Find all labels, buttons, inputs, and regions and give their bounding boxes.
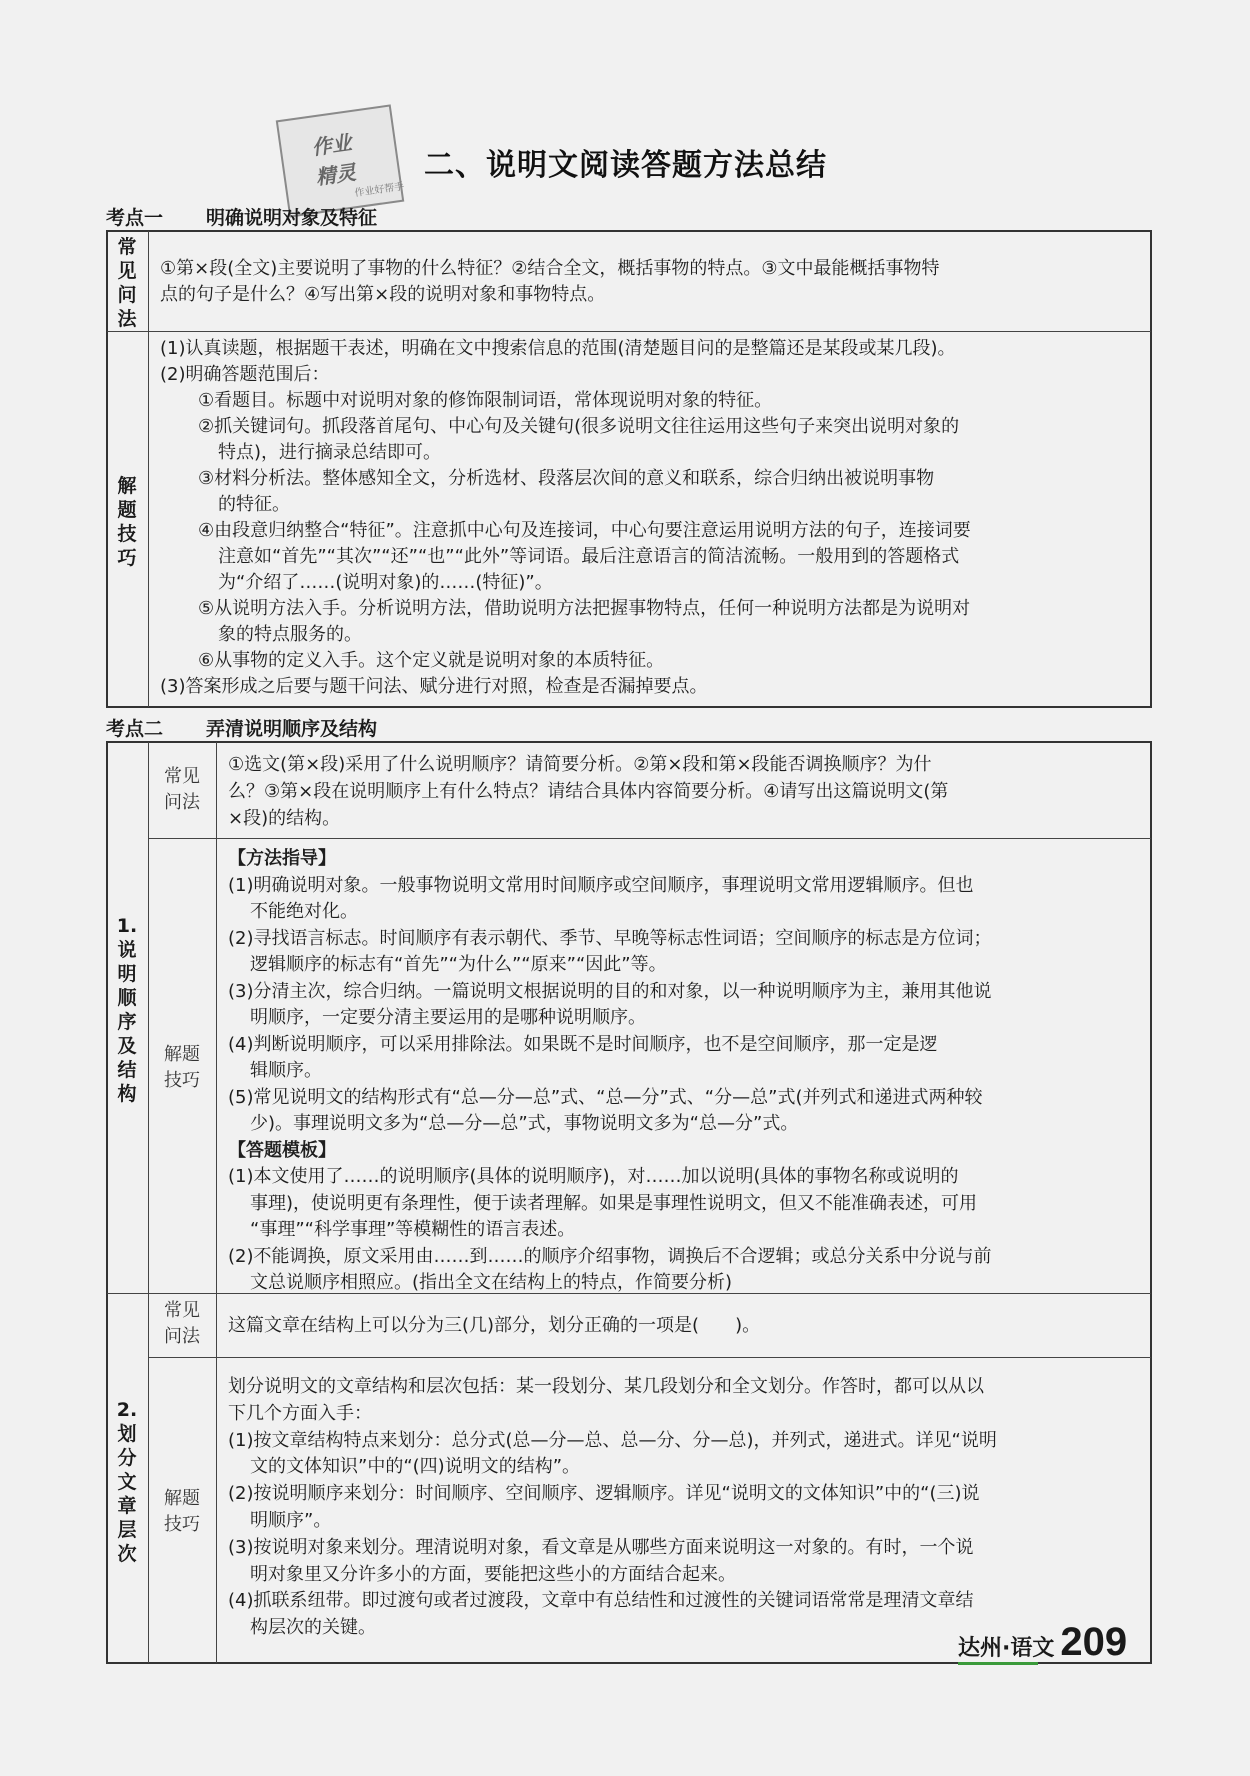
label-char: 划 bbox=[117, 1423, 137, 1445]
page-title: 二、说明文阅读答题方法总结 bbox=[424, 148, 827, 183]
label-char: 层 bbox=[117, 1519, 137, 1541]
text-line: (1)认真读题，根据题干表述，明确在文中搜索信息的范围(清楚题目问的是整篇还是某段或某几段)。 bbox=[160, 338, 956, 359]
text-line: (2)不能调换，原文采用由……到……的顺序介绍事物，调换后不合逻辑；或总分关系中分说与前 bbox=[228, 1245, 992, 1267]
text-line: ②抓关键词句。抓段落首尾句、中心句及关键句(很多说明文往往运用这些句子来突出说明对象的 bbox=[198, 416, 960, 437]
text-line: 特点)，进行摘录总结即可。 bbox=[218, 442, 442, 463]
label-line: 问法 bbox=[164, 792, 200, 813]
text-line: 么？③第×段在说明顺序上有什么特点？请结合具体内容简要分析。④请写出这篇说明文(第 bbox=[228, 781, 949, 802]
text-line: 逻辑顺序的标志有“首先”“为什么”“原来”“因此”等。 bbox=[250, 954, 667, 975]
section1-kaodian: 考点一 bbox=[106, 207, 164, 229]
part1-tech-label bbox=[159, 1042, 205, 1094]
text-line: 明顺序”。 bbox=[250, 1510, 332, 1531]
part1-common-label bbox=[159, 764, 205, 816]
label-char: 题 bbox=[117, 499, 137, 521]
label-line: 解题 bbox=[164, 1488, 200, 1509]
text-line: 不能绝对化。 bbox=[250, 901, 358, 922]
text-line: 事理)，使说明更有条理性，便于读者理解。如果是事理性说明文，但又不能准确表述，可用 bbox=[250, 1192, 978, 1214]
label-line: 常见 bbox=[164, 766, 200, 787]
text-line: 这篇文章在结构上可以分为三(几)部分，划分正确的一项是( )。 bbox=[228, 1315, 761, 1336]
section1-column-divider bbox=[148, 231, 149, 707]
text-line: (5)常见说明文的结构形式有“总—分—总”式、“总—分”式、“分—总”式(并列式和递进式两种较 bbox=[228, 1086, 983, 1108]
label-char: 常 bbox=[117, 236, 137, 258]
label-line: 技巧 bbox=[164, 1070, 200, 1091]
text-line: 【方法指导】 bbox=[228, 848, 336, 869]
text-line: (2)按说明顺序来划分：时间顺序、空间顺序、逻辑顺序。详见“说明文的文体知识”中的“(三)说 bbox=[228, 1483, 980, 1505]
section2-heading bbox=[106, 714, 377, 741]
text-line: ③材料分析法。整体感知全文，分析选材、段落层次间的意义和联系，综合归纳出被说明事物 bbox=[198, 468, 935, 489]
text-line: 下几个方面入手： bbox=[228, 1402, 372, 1424]
section1-row-divider bbox=[107, 331, 1151, 332]
text-line: 明对象里又分许多小的方面，要能把这些小的方面结合起来。 bbox=[250, 1563, 736, 1585]
text-line: ①选文(第×段)采用了什么说明顺序？请简要分析。②第×段和第×段能否调换顺序？为什 bbox=[228, 754, 932, 775]
text-line: (3)分清主次，综合归纳。一篇说明文根据说明的目的和对象，以一种说明顺序为主，兼用其他说 bbox=[228, 980, 992, 1002]
text-line: ×段)的结构。 bbox=[228, 808, 341, 829]
section1-common-label bbox=[115, 235, 139, 331]
text-line: 注意如“首先”“其次”“还”“也”“此外”等词语。最后注意语言的简洁流畅。一般用到的答题格式 bbox=[218, 546, 960, 567]
text-line: (1)按文章结构特点来划分：总分式(总—分—总、总—分、分—总)，并列式，递进式。详见“说明 bbox=[228, 1429, 997, 1451]
text-line: ⑥从事物的定义入手。这个定义就是说明对象的本质特征。 bbox=[198, 650, 665, 671]
label-char: 构 bbox=[117, 1083, 137, 1105]
part2-common-label bbox=[159, 1298, 205, 1350]
label-char: 结 bbox=[117, 1059, 137, 1081]
label-line: 问法 bbox=[164, 1326, 200, 1347]
text-line: ④由段意归纳整合“特征”。注意抓中心句及连接词，中心句要注意运用说明方法的句子，连接词要 bbox=[198, 520, 971, 541]
text-line: ⑤从说明方法入手。分析说明方法，借助说明方法把握事物特点，任何一种说明方法都是为说明对 bbox=[198, 598, 971, 619]
label-char: 次 bbox=[117, 1543, 137, 1565]
label-char: 法 bbox=[117, 308, 137, 330]
label-char: 分 bbox=[117, 1447, 137, 1469]
label-char: 1. bbox=[116, 915, 138, 937]
text-line: (3)答案形成之后要与题干问法、赋分进行对照，检查是否漏掉要点。 bbox=[160, 676, 708, 697]
text-line: 的特征。 bbox=[218, 494, 290, 515]
section2-part2-label bbox=[115, 1398, 139, 1566]
text-line: ①第×段(全文)主要说明了事物的什么特征？②结合全文，概括事物的特点。③文中最能概括事物特 bbox=[160, 258, 940, 279]
section2-left-divider bbox=[148, 742, 149, 1663]
text-line: 为“介绍了……(说明对象)的……(特征)”。 bbox=[218, 572, 553, 593]
text-line: 点的句子是什么？④写出第×段的说明对象和事物特点。 bbox=[160, 284, 606, 305]
label-char: 章 bbox=[117, 1495, 137, 1517]
text-line: 文的文体知识”中的“(四)说明文的结构”。 bbox=[250, 1456, 581, 1478]
label-line: 解题 bbox=[164, 1044, 200, 1065]
stamp-subtitle: 作业好帮手 bbox=[353, 181, 405, 200]
section1-tech-label bbox=[115, 474, 139, 570]
label-char: 文 bbox=[117, 1471, 137, 1493]
label-char: 见 bbox=[117, 260, 137, 282]
text-line: (1)明确说明对象。一般事物说明文常用时间顺序或空间顺序，事理说明文常用逻辑顺序。但也 bbox=[228, 874, 974, 896]
section2-title: 弄清说明顺序及结构 bbox=[206, 718, 378, 740]
text-line: 【答题模板】 bbox=[228, 1139, 336, 1161]
text-line: 划分说明文的文章结构和层次包括：某一段划分、某几段划分和全文划分。作答时，都可以从以 bbox=[228, 1376, 984, 1397]
footer-accent-bar bbox=[958, 1662, 1038, 1665]
page-number: 209 bbox=[1060, 1620, 1128, 1664]
stamp-line-2: 精灵 bbox=[314, 160, 358, 190]
section2-part2-inner-divider bbox=[149, 1357, 1151, 1358]
section1-title: 明确说明对象及特征 bbox=[206, 207, 378, 229]
page-footer bbox=[958, 1620, 1127, 1665]
label-char: 及 bbox=[117, 1035, 137, 1057]
text-line: “事理”“科学事理”等模糊性的语言表述。 bbox=[250, 1219, 576, 1240]
label-char: 明 bbox=[117, 963, 137, 985]
section2-right-divider bbox=[216, 742, 217, 1663]
text-line: 构层次的关键。 bbox=[250, 1617, 376, 1639]
label-line: 常见 bbox=[164, 1300, 200, 1321]
label-char: 说 bbox=[117, 939, 137, 961]
label-line: 技巧 bbox=[164, 1514, 200, 1535]
label-char: 技 bbox=[117, 523, 137, 545]
workbook-stamp bbox=[276, 104, 405, 217]
text-line: (2)明确答题范围后： bbox=[160, 364, 330, 385]
text-line: (3)按说明对象来划分。理清说明对象，看文章是从哪些方面来说明这一对象的。有时，一个说 bbox=[228, 1536, 974, 1558]
label-char: 2. bbox=[116, 1399, 138, 1421]
text-line: 辑顺序。 bbox=[250, 1060, 322, 1081]
section2-part1-inner-divider bbox=[149, 838, 1151, 839]
text-line: ①看题目。标题中对说明对象的修饰限制词语，常体现说明对象的特征。 bbox=[198, 390, 773, 411]
label-char: 解 bbox=[117, 475, 137, 497]
stamp-line-1: 作业 bbox=[310, 130, 354, 160]
text-line: 明顺序，一定要分清主要运用的是哪种说明顺序。 bbox=[250, 1007, 646, 1028]
text-line: 文总说顺序相照应。(指出全文在结构上的特点，作简要分析) bbox=[250, 1272, 733, 1293]
text-line: 少)。事理说明文多为“总—分—总”式，事物说明文多为“总—分”式。 bbox=[250, 1113, 799, 1134]
text-line: (4)判断说明顺序，可以采用排除法。如果既不是时间顺序，也不是空间顺序，那一定是逻 bbox=[228, 1033, 938, 1055]
text-line: (4)抓联系纽带。即过渡句或者过渡段，文章中有总结性和过渡性的关键词语常常是理清文章结 bbox=[228, 1590, 974, 1612]
text-line: (2)寻找语言标志。时间顺序有表示朝代、季节、早晚等标志性词语；空间顺序的标志是方位词； bbox=[228, 927, 992, 949]
label-char: 问 bbox=[117, 284, 137, 306]
section1-heading bbox=[106, 203, 377, 230]
section2-part1-label bbox=[115, 914, 139, 1106]
text-line: 象的特点服务的。 bbox=[218, 624, 362, 645]
section2-kaodian: 考点二 bbox=[106, 718, 164, 740]
label-char: 巧 bbox=[117, 547, 137, 569]
label-char: 序 bbox=[117, 1011, 137, 1033]
text-line: (1)本文使用了……的说明顺序(具体的说明顺序)，对……加以说明(具体的事物名称或说明的 bbox=[228, 1166, 959, 1187]
footer-text: 达州·语文 bbox=[958, 1636, 1055, 1661]
label-char: 顺 bbox=[117, 987, 137, 1009]
part2-tech-label bbox=[159, 1486, 205, 1538]
